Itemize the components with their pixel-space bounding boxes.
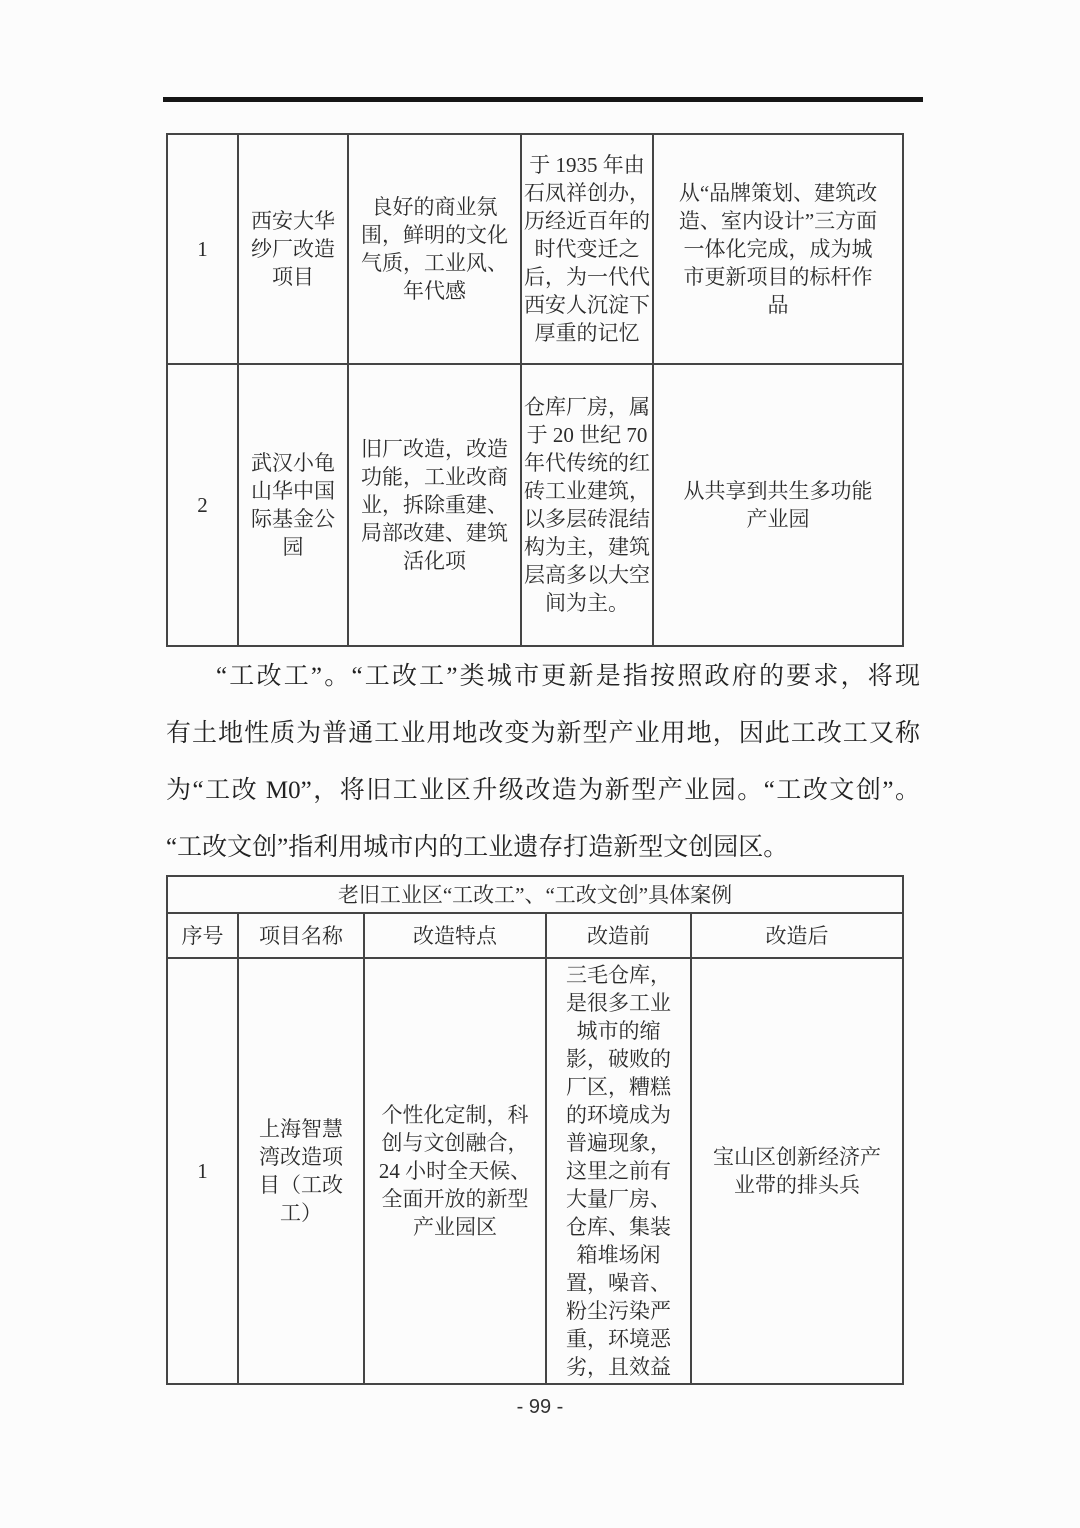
- paragraph: [166, 648, 920, 876]
- cell-features: 良好的商业氛围，鲜明的文化气质，工业风、年代感: [348, 134, 521, 364]
- cell-before: 三毛仓库，是很多工业城市的缩影，破败的厂区，糟糕的环境成为普遍现象，这里之前有大量厂房、仓库、集装箱堆场闲置，噪音、粉尘污染严重，环境恶劣，且效益: [546, 958, 691, 1384]
- cell-seq: 1: [167, 958, 238, 1384]
- column-header-seq: 序号: [167, 913, 238, 958]
- cell-project-name: 武汉小龟山华中国际基金公园: [238, 364, 348, 646]
- cell-seq: 2: [167, 364, 238, 646]
- column-header-features: 改造特点: [364, 913, 546, 958]
- cell-project-name: 上海智慧湾改造项目（工改工）: [238, 958, 364, 1384]
- cell-before: 于 1935 年由石凤祥创办，历经近百年的时代变迁之后，为一代代西安人沉淀下厚重的记忆: [521, 134, 653, 364]
- paragraph-line: “工改文创”指利用城市内的工业遗存打造新型文创园区。: [166, 834, 789, 861]
- column-header-after: 改造后: [691, 913, 903, 958]
- project-table-continued: [166, 133, 904, 647]
- table-title: 老旧工业区“工改工”、“工改文创”具体案例: [167, 876, 903, 913]
- table-title-row: [167, 876, 903, 913]
- column-header-before: 改造前: [546, 913, 691, 958]
- cell-after: 宝山区创新经济产业带的排头兵: [691, 958, 903, 1384]
- cell-features: 个性化定制，科创与文创融合，24 小时全天候、全面开放的新型产业园区: [364, 958, 546, 1384]
- paragraph-line: 有土地性质为普通工业用地改变为新型产业用地，因此工改工又称: [166, 720, 920, 747]
- table-row: [167, 134, 903, 364]
- table-row: [167, 958, 903, 1384]
- header-rule: [163, 97, 923, 102]
- cell-seq: 1: [167, 134, 238, 364]
- page-number: - 99 -: [516, 1396, 564, 1418]
- cell-before: 仓库厂房，属于 20 世纪 70 年代传统的红砖工业建筑，以多层砖混结构为主，建筑层高多以大空间为主。: [521, 364, 653, 646]
- table-row: [167, 364, 903, 646]
- paragraph-line: 为“工改 M0”，将旧工业区升级改造为新型产业园。“工改文创”。: [166, 777, 920, 804]
- paragraph-line: “工改工”。“工改工”类城市更新是指按照政府的要求，将现: [216, 663, 920, 690]
- cell-project-name: 西安大华纱厂改造项目: [238, 134, 348, 364]
- table-header-row: [167, 913, 903, 958]
- cell-after: 从“品牌策划、建筑改造、室内设计”三方面一体化完成，成为城市更新项目的标杆作品: [653, 134, 903, 364]
- cell-features: 旧厂改造，改造功能，工业改商业，拆除重建、局部改建、建筑活化项: [348, 364, 521, 646]
- cell-after: 从共享到共生多功能产业园: [653, 364, 903, 646]
- column-header-name: 项目名称: [238, 913, 364, 958]
- case-table: [166, 875, 904, 1385]
